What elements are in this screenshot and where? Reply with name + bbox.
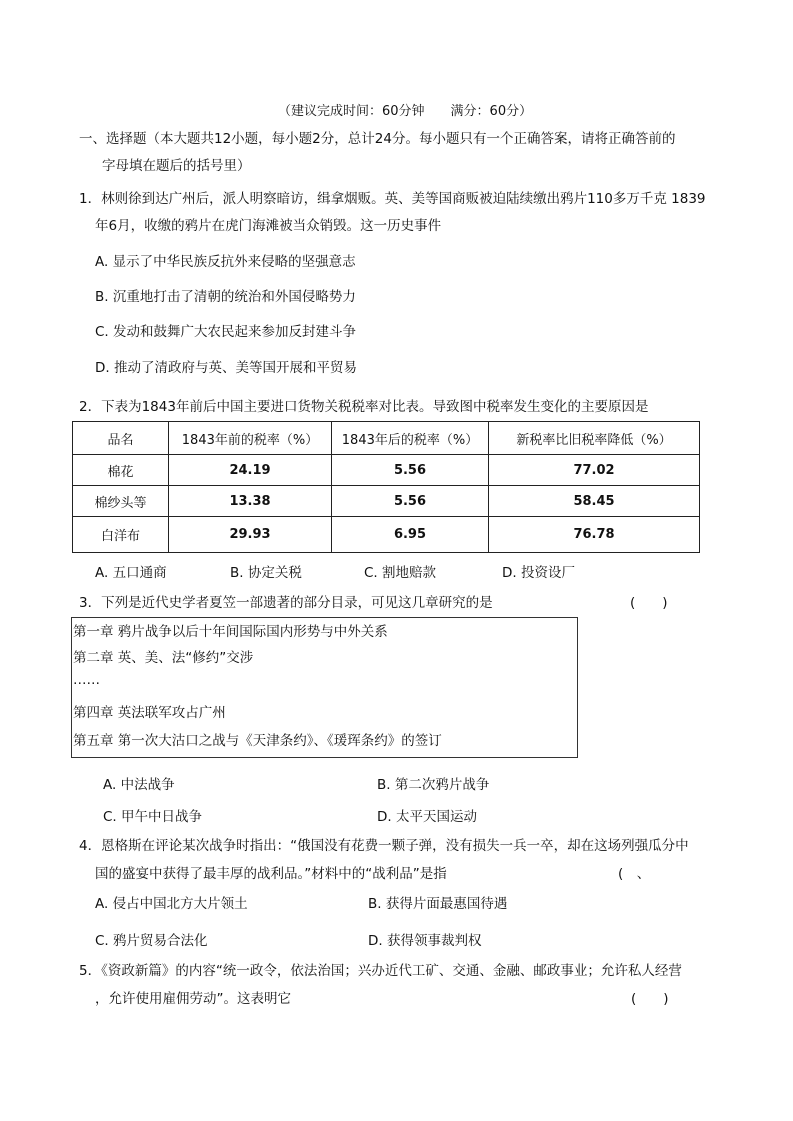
q1-option-d: D. 推动了清政府与英、美等国开展和平贸易 [95,360,357,376]
q2-option-a: A. 五口通商 [95,565,167,581]
q2-stem: 2．下表为1843年前后中国主要进口货物关税税率对比表。导致图中税率发生变化的主要原因是 [79,399,649,415]
q3-option-c: C. 甲午中日战争 [103,809,203,825]
q4-option-a: A. 侵占中国北方大片领土 [95,896,248,912]
table-cell: 24.19 [169,455,332,486]
q3-option-a: A. 中法战争 [103,777,175,793]
toc-item: 第五章 第一次大沽口之战与《天津条约》、《瑗珲条约》的签订 [73,733,442,749]
q3-option-d: D. 太平天国运动 [377,809,477,825]
toc-item: 第四章 英法联军攻占广州 [73,705,226,721]
table-header-cell: 1843年前的税率（%） [169,422,332,455]
q3-stem: 3．下列是近代史学者夏笠一部遗著的部分目录，可见这几章研究的是 [79,595,493,611]
table-cell: 77.02 [489,455,700,486]
q1-stem-line1: 1．林则徐到达广州后，派人明察暗访，缉拿烟贩。英、美等国商贩被迫陆续缴出鸦片110多万千克 1839 [79,191,706,207]
table-cell: 58.45 [489,486,700,517]
section-title-line2: 字母填在题后的括号里） [102,158,251,174]
q4-option-b: B. 获得片面最惠国待遇 [368,896,508,912]
table-row [73,486,700,517]
q4-answer-paren: ( 、 [618,866,651,882]
q5-stem-line2: ，允许使用雇佣劳动”。这表明它 [95,991,291,1007]
table-header-cell: 品名 [73,422,169,455]
q5-answer-paren: ( ) [631,991,669,1007]
table-header-row [73,422,700,455]
q4-stem-line2: 国的盛宴中获得了最丰厚的战利品。”材料中的“战利品”是指 [95,866,447,882]
table-cell: 5.56 [332,486,489,517]
table-cell: 棉纱头等 [73,486,169,517]
q1-option-c: C. 发动和鼓舞广大农民起来参加反封建斗争 [95,324,357,340]
q3-answer-paren: ( ) [630,595,668,611]
q3-option-b: B. 第二次鸦片战争 [377,777,490,793]
q4-option-d: D. 获得领事裁判权 [368,933,482,949]
table-cell: 6.95 [332,517,489,553]
q1-stem-line2: 年6月，收缴的鸦片在虎门海滩被当众销毁。这一历史事件 [95,218,442,234]
toc-item: …… [73,672,100,688]
tariff-table [72,421,700,553]
table-cell: 29.93 [169,517,332,553]
table-cell: 棉花 [73,455,169,486]
q2-option-c: C. 割地赔款 [364,565,437,581]
q2-option-d: D. 投资设厂 [502,565,575,581]
q4-stem-line1: 4．恩格斯在评论某次战争时指出：“俄国没有花费一颗子弹，没有损失一兵一卒，却在这场列强瓜分中 [79,838,689,854]
table-of-contents-box [71,617,578,758]
table-cell: 5.56 [332,455,489,486]
q1-option-b: B. 沉重地打击了清朝的统治和外国侵略势力 [95,289,356,305]
table-row [73,517,700,553]
section-title-line1: 一、选择题（本大题共12小题，每小题2分，总计24分。每小题只有一个正确答案，请将正确答前的 [79,131,676,147]
table-header-cell: 1843年后的税率（%） [332,422,489,455]
q4-option-c: C. 鸦片贸易合法化 [95,933,208,949]
time-note: （建议完成时间：60分钟 满分：60分） [278,104,533,119]
table-cell: 白洋布 [73,517,169,553]
toc-item: 第一章 鸦片战争以后十年间国际国内形势与中外关系 [73,624,388,640]
table-header-cell: 新税率比旧税率降低（%） [489,422,700,455]
table-row [73,455,700,486]
q5-stem-line1: 5．《资政新篇》的内容“统一政令，依法治国；兴办近代工矿、交通、金融、邮政事业；允许私人经营 [79,963,682,979]
q1-option-a: A. 显示了中华民族反抗外来侵略的坚强意志 [95,254,356,270]
toc-item: 第二章 英、美、法“修约”交涉 [73,650,254,666]
table-cell: 13.38 [169,486,332,517]
q2-option-b: B. 协定关税 [230,565,302,581]
table-cell: 76.78 [489,517,700,553]
